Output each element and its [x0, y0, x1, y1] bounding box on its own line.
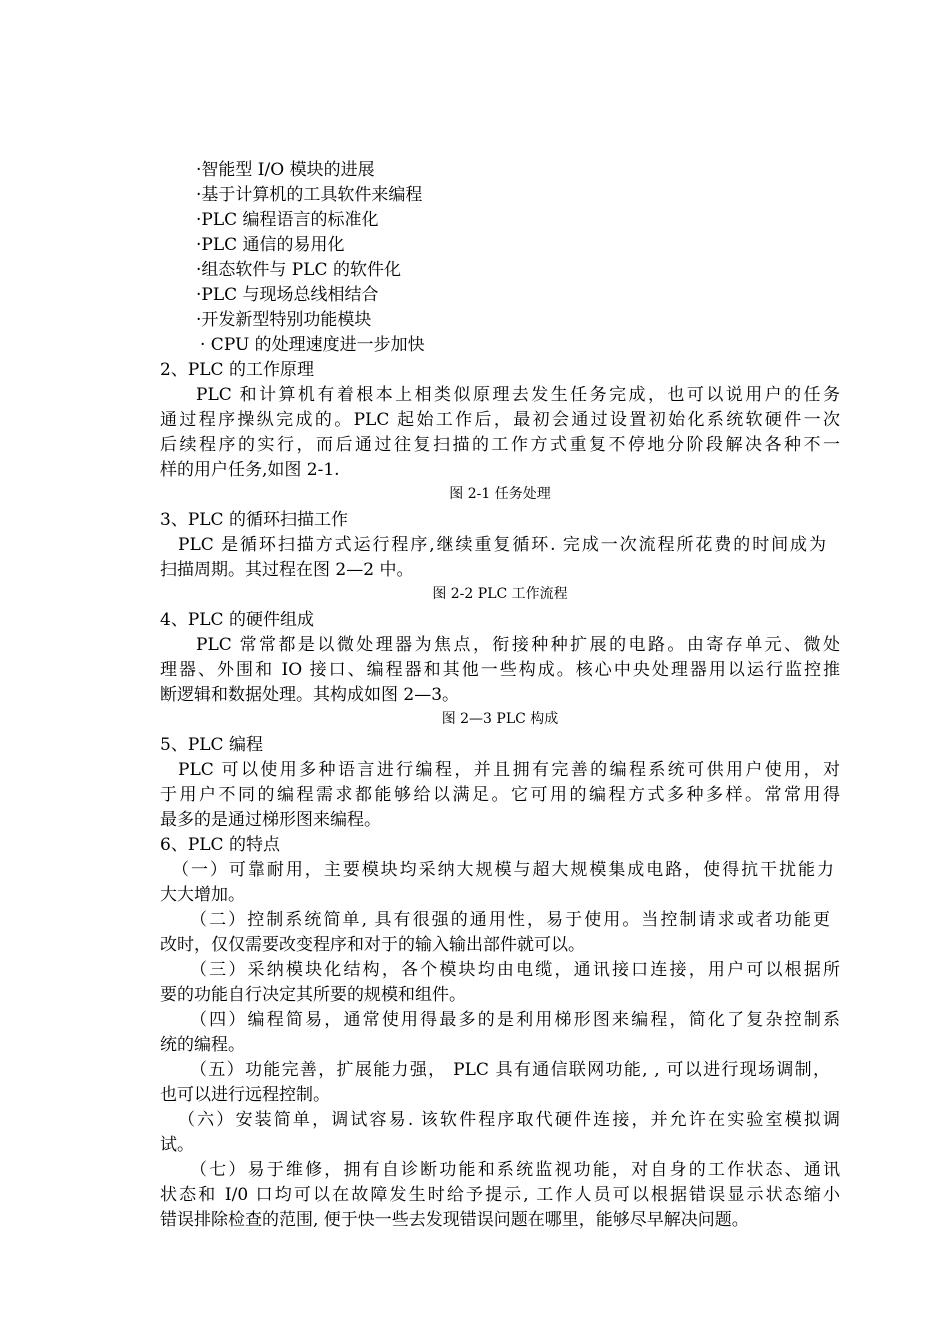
- figure-caption: 图 2-1 任务处理: [449, 486, 551, 502]
- feature-line: （六）安装简单，调试容易. 该软件程序取代硬件连接，并允许在实验室模拟调: [178, 1110, 840, 1130]
- feature-line: （三）采纳模块化结构，各个模块均由电缆，通讯接口连接，用户可以根据所: [190, 960, 840, 980]
- paragraph-line: PLC 可以使用多种语言进行编程，并且拥有完善的编程系统可供用户使用，对: [178, 760, 840, 780]
- feature-line: 要的功能自行决定其所要的规模和组件。: [160, 985, 466, 1005]
- paragraph-line: 后续程序的实行，而后通过往复扫描的工作方式重复不停地分阶段解决各种不一: [160, 435, 840, 455]
- feature-line: （五）功能完善，扩展能力强， PLC 具有通信联网功能, , 可以进行现场调制，: [190, 1060, 830, 1080]
- figure-caption: 图 2-2 PLC 工作流程: [432, 586, 568, 602]
- paragraph-line: PLC 是循环扫描方式运行程序,继续重复循环. 完成一次流程所花费的时间成为: [178, 535, 826, 555]
- bullet-item: ·PLC 通信的易用化: [196, 235, 345, 255]
- section-heading: 6、PLC 的特点: [160, 835, 280, 855]
- bullet-item: · CPU 的处理速度进一步加快: [200, 335, 425, 355]
- feature-line: 试。: [160, 1135, 194, 1155]
- feature-line: 改时，仅仅需要改变程序和对于的输入输出部件就可以。: [160, 935, 585, 955]
- bullet-item: ·组态软件与 PLC 的软件化: [196, 260, 401, 280]
- bullet-item: ·基于计算机的工具软件来编程: [196, 185, 423, 205]
- paragraph-line: 通过程序操纵完成的。PLC 起始工作后，最初会通过设置初始化系统软硬件一次: [160, 410, 840, 430]
- section-heading: 3、PLC 的循环扫描工作: [160, 510, 348, 530]
- feature-line: （四）编程简易，通常使用得最多的是利用梯形图来编程，简化了复杂控制系: [190, 1010, 840, 1030]
- feature-line: 也可以进行远程控制。: [160, 1085, 330, 1105]
- paragraph-line: 扫描周期。其过程在图 2—2 中。: [160, 560, 414, 580]
- bullet-item: ·PLC 编程语言的标准化: [196, 210, 379, 230]
- bullet-item: ·PLC 与现场总线相结合: [196, 285, 379, 305]
- bullet-item: ·智能型 I/O 模块的进展: [196, 160, 375, 180]
- paragraph-line: PLC 常常都是以微处理器为焦点，衔接种种扩展的电路。由寄存单元、微处: [196, 635, 840, 655]
- section-heading: 5、PLC 编程: [160, 735, 263, 755]
- paragraph-line: 最多的是通过梯形图来编程。: [160, 810, 381, 830]
- paragraph-line: 断逻辑和数据处理。其构成如图 2—3。: [160, 685, 460, 705]
- section-heading: 2、PLC 的工作原理: [160, 360, 314, 380]
- feature-line: （七）易于维修，拥有自诊断功能和系统监视功能，对自身的工作状态、通讯: [190, 1160, 840, 1180]
- paragraph-line: 样的用户任务,如图 2-1.: [160, 460, 340, 480]
- feature-line: 错误排除检查的范围, 便于快一些去发现错误问题在哪里，能够尽早解决问题。: [160, 1210, 749, 1230]
- paragraph-line: 理器、外围和 IO 接口、编程器和其他一些构成。核心中央处理器用以运行监控推: [160, 660, 840, 680]
- feature-line: 大大增加。: [160, 885, 245, 905]
- feature-line: 状态和 I/0 口均可以在故障发生时给予提示, 工作人员可以根据错误显示状态缩小: [160, 1185, 840, 1205]
- paragraph-line: 于用户不同的编程需求都能够给以满足。它可用的编程方式多种多样。常常用得: [160, 785, 840, 805]
- paragraph-line: PLC 和计算机有着根本上相类似原理去发生任务完成，也可以说用户的任务: [196, 385, 840, 405]
- bullet-item: ·开发新型特别功能模块: [196, 310, 372, 330]
- feature-line: （一）可靠耐用，主要模块均采纳大规模与超大规模集成电路，使得抗干扰能力: [172, 860, 834, 880]
- feature-line: （二）控制系统简单, 具有很强的通用性，易于使用。当控制请求或者功能更: [190, 910, 830, 930]
- section-heading: 4、PLC 的硬件组成: [160, 610, 314, 630]
- feature-line: 统的编程。: [160, 1035, 245, 1055]
- figure-caption: 图 2—3 PLC 构成: [441, 711, 559, 727]
